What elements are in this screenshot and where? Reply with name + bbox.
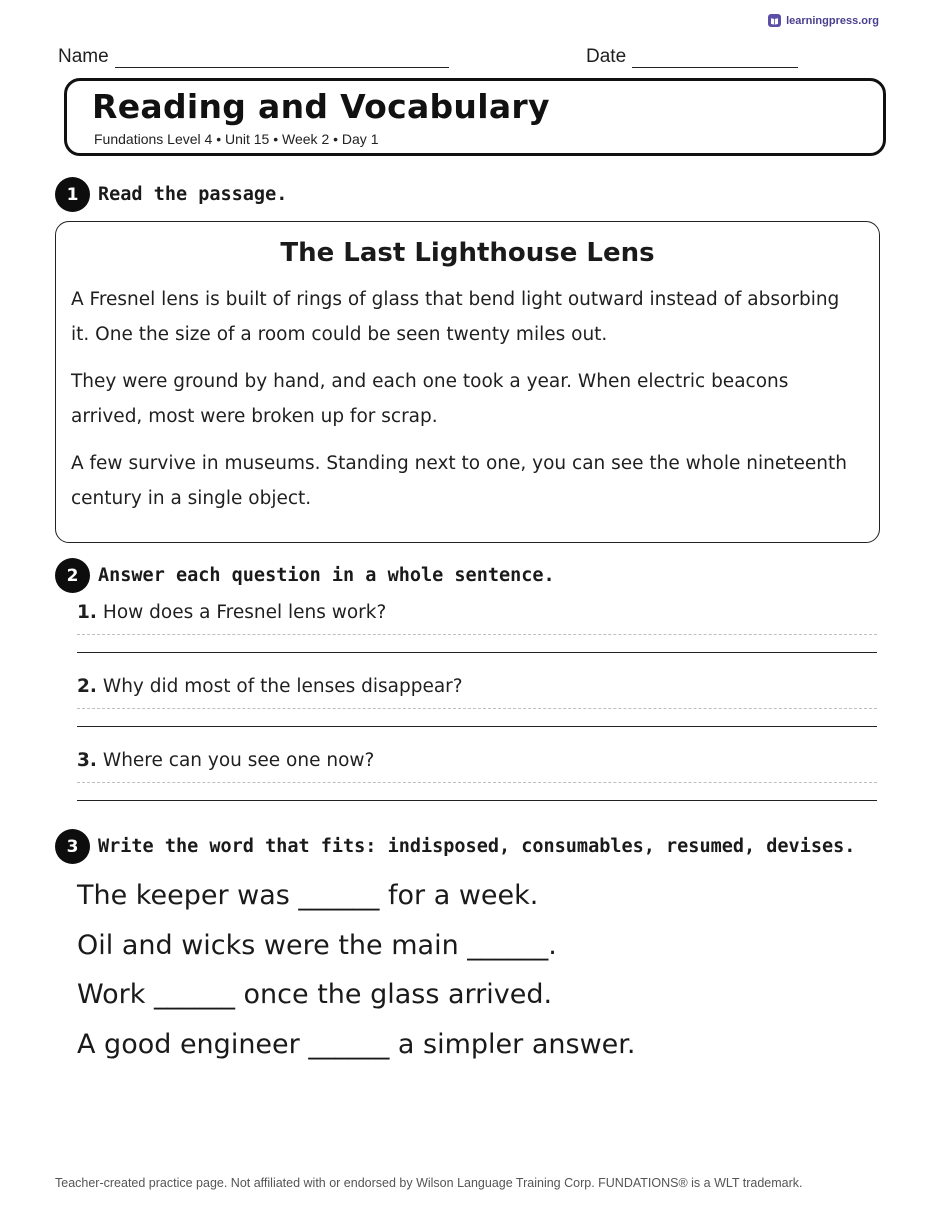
section-2-number-badge: 2 (55, 558, 90, 593)
passage-paragraph: A few survive in museums. Standing next to one, you can see the whole nineteenth century in a single object. (71, 453, 847, 509)
fill-in-sentence[interactable]: Oil and wicks were the main ______. (77, 929, 557, 961)
question-3 (77, 750, 877, 771)
section-1-header (55, 177, 287, 212)
section-2-header (55, 558, 555, 593)
name-date-row (58, 46, 877, 74)
date-blank-line[interactable] (632, 49, 798, 68)
question-prompt: Where can you see one now? (102, 750, 375, 771)
passage-box (55, 221, 880, 543)
question-text (77, 676, 877, 697)
question-1 (77, 602, 877, 623)
question-number: 2. (77, 676, 97, 697)
page-subtitle: Fundations Level 4 • Unit 15 • Week 2 • Day 1 (94, 131, 379, 147)
brand-link[interactable] (768, 14, 879, 27)
question-prompt: Why did most of the lenses disappear? (102, 676, 463, 697)
brand-text: learningpress.org (786, 14, 879, 27)
answer-guide-line[interactable] (77, 634, 877, 635)
section-3-number-badge: 3 (55, 829, 90, 864)
fill-in-sentence[interactable]: A good engineer ______ a simpler answer. (77, 1029, 636, 1061)
title-box (64, 78, 886, 156)
answer-base-line[interactable] (77, 726, 877, 727)
section-3-header (55, 829, 855, 864)
answer-guide-line[interactable] (77, 708, 877, 709)
name-field[interactable] (58, 46, 449, 68)
passage-body (71, 282, 861, 528)
question-text (77, 750, 877, 771)
question-text (77, 602, 877, 623)
answer-base-line[interactable] (77, 800, 877, 801)
question-prompt: How does a Fresnel lens work? (102, 602, 387, 623)
section-3-instruction: Write the word that fits: indisposed, consumables, resumed, devises. (98, 836, 856, 857)
name-label: Name (58, 46, 109, 67)
section-2-instruction: Answer each question in a whole sentence. (98, 565, 555, 586)
fill-in-sentence[interactable]: Work ______ once the glass arrived. (77, 979, 553, 1011)
date-field[interactable] (586, 46, 798, 68)
page-title: Reading and Vocabulary (92, 87, 550, 126)
footer-disclaimer: Teacher-created practice page. Not affiliated with or endorsed by Wilson Language Training Corp. FUNDATIONS® is a WLT trademark. (55, 1176, 803, 1190)
vocab-sentences (77, 876, 635, 1075)
passage-title: The Last Lighthouse Lens (280, 238, 655, 268)
name-blank-line[interactable] (115, 49, 449, 68)
section-1-instruction: Read the passage. (98, 184, 288, 205)
section-1-number-badge: 1 (55, 177, 90, 212)
question-2 (77, 676, 877, 697)
answer-guide-line[interactable] (77, 782, 877, 783)
passage-paragraph: A Fresnel lens is built of rings of glass that bend light outward instead of absorbing it. One the size of a room could be seen twenty miles out. (71, 289, 840, 345)
fill-in-sentence[interactable]: The keeper was ______ for a week. (77, 880, 539, 911)
answer-base-line[interactable] (77, 652, 877, 653)
book-icon (768, 14, 781, 27)
date-label: Date (586, 46, 627, 67)
question-number: 1. (77, 602, 97, 623)
passage-paragraph: They were ground by hand, and each one took a year. When electric beacons arrived, most were broken up for scrap. (71, 371, 789, 427)
question-number: 3. (77, 750, 97, 771)
